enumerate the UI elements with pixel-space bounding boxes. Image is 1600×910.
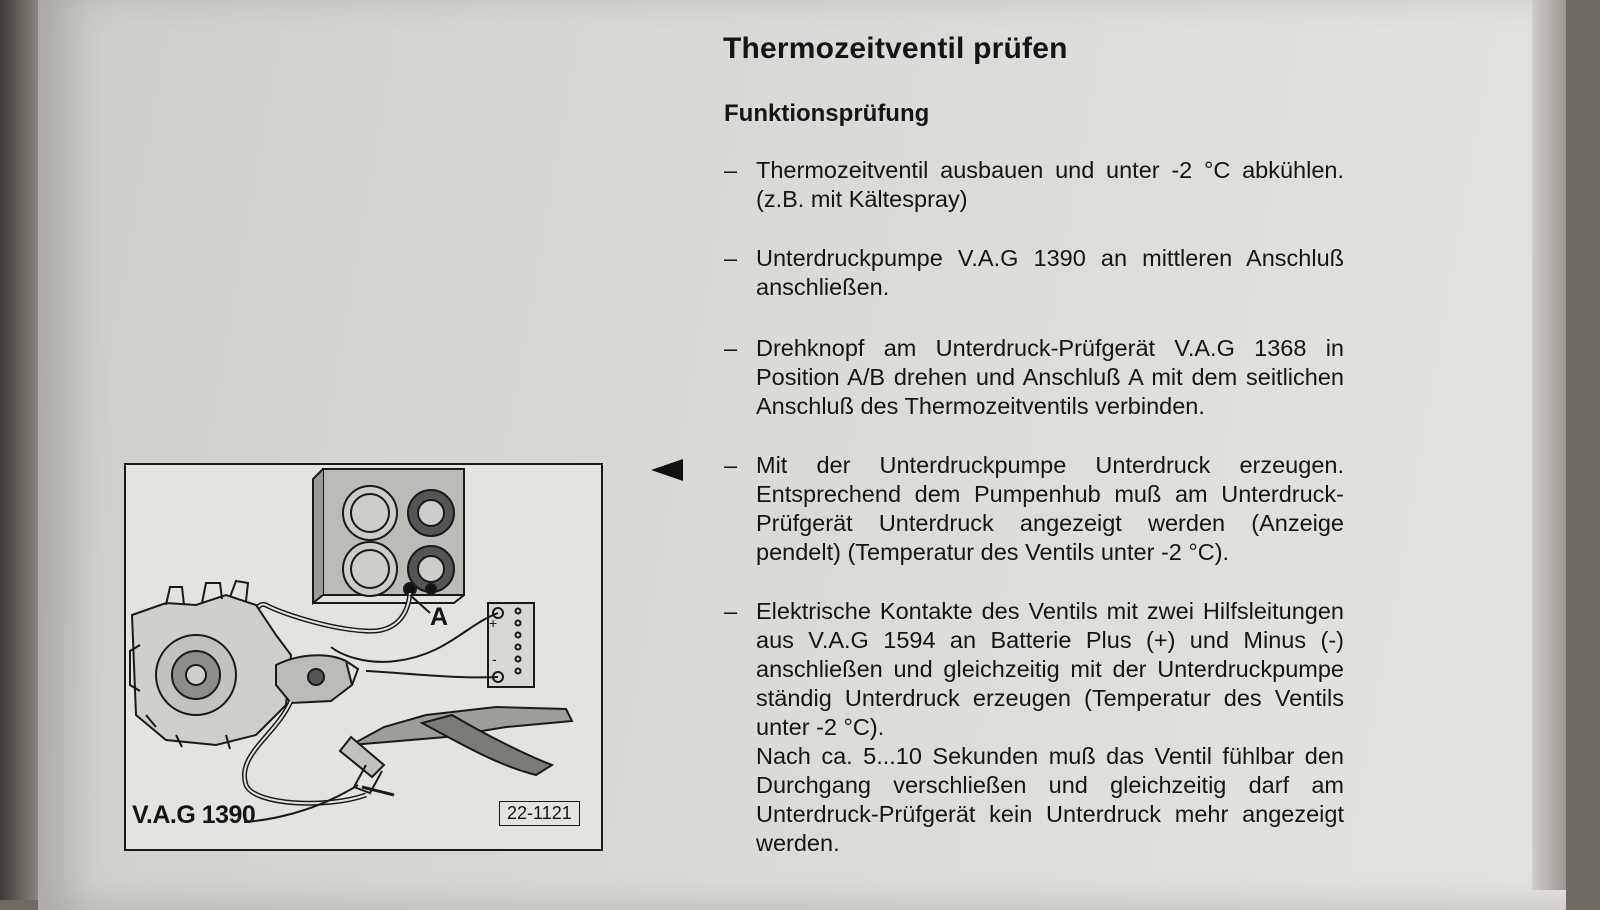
book-spine (0, 0, 38, 900)
step-text-continued: Nach ca. 5...10 Sekunden muß das Ventil fühlbar den Durchgang verschließen und gleichzeitig darf am Unterdruck-Prüfgerät kein Unterdruck mehr angezeigt werden. (756, 743, 1344, 856)
dash-bullet: – (724, 452, 738, 478)
connection-a-label: A (430, 603, 448, 631)
page-edge (1532, 0, 1566, 890)
step-text: Elektrische Kontakte des Ventils mit zwei Hilfsleitungen aus V.A.G 1594 an Batterie Plus (+) und Minus (-) anschließen und gleichzeitig mit der Unterdruckpumpe ständig Unterdruck erzeugen (Temperatur des Ventils unter -2 °C). (756, 598, 1344, 740)
illustration-drawing (126, 465, 601, 849)
test-setup-illustration (124, 463, 603, 851)
instruction-list (724, 156, 1344, 884)
page-title: Thermozeitventil prüfen (723, 32, 1068, 65)
instruction-step (724, 156, 1344, 214)
dash-bullet: – (724, 335, 738, 361)
instruction-step (724, 334, 1344, 421)
arrow-pointer-icon (651, 459, 683, 481)
dash-bullet: – (724, 157, 738, 183)
battery-plus-label: + (489, 615, 497, 631)
pump-label: V.A.G 1390 (132, 801, 256, 829)
step-text: Unterdruckpumpe V.A.G 1390 an mittleren Anschluß anschließen. (756, 245, 1344, 300)
battery-minus-label: - (492, 651, 497, 667)
instruction-step (724, 597, 1344, 858)
step-text: Thermozeitventil ausbauen und unter -2 °C abkühlen. (z.B. mit Kältespray) (756, 157, 1344, 212)
instruction-step (724, 451, 1344, 567)
dash-bullet: – (724, 245, 738, 271)
step-text: Mit der Unterdruckpumpe Unterdruck erzeugen. Entsprechend dem Pumpenhub muß am Unterdruck-Prüfgerät Unterdruck angezeigt werden (Anzeige pendelt) (Temperatur des Ventils unter -2 °C). (756, 452, 1344, 565)
step-text: Drehknopf am Unterdruck-Prüfgerät V.A.G 1368 in Position A/B drehen und Anschluß A mit dem seitlichen Anschluß des Thermozeitventils verbinden. (756, 335, 1344, 419)
section-heading: Funktionsprüfung (724, 100, 930, 127)
instruction-step (724, 244, 1344, 302)
figure-code: 22-1121 (499, 801, 580, 826)
dash-bullet: – (724, 598, 738, 624)
